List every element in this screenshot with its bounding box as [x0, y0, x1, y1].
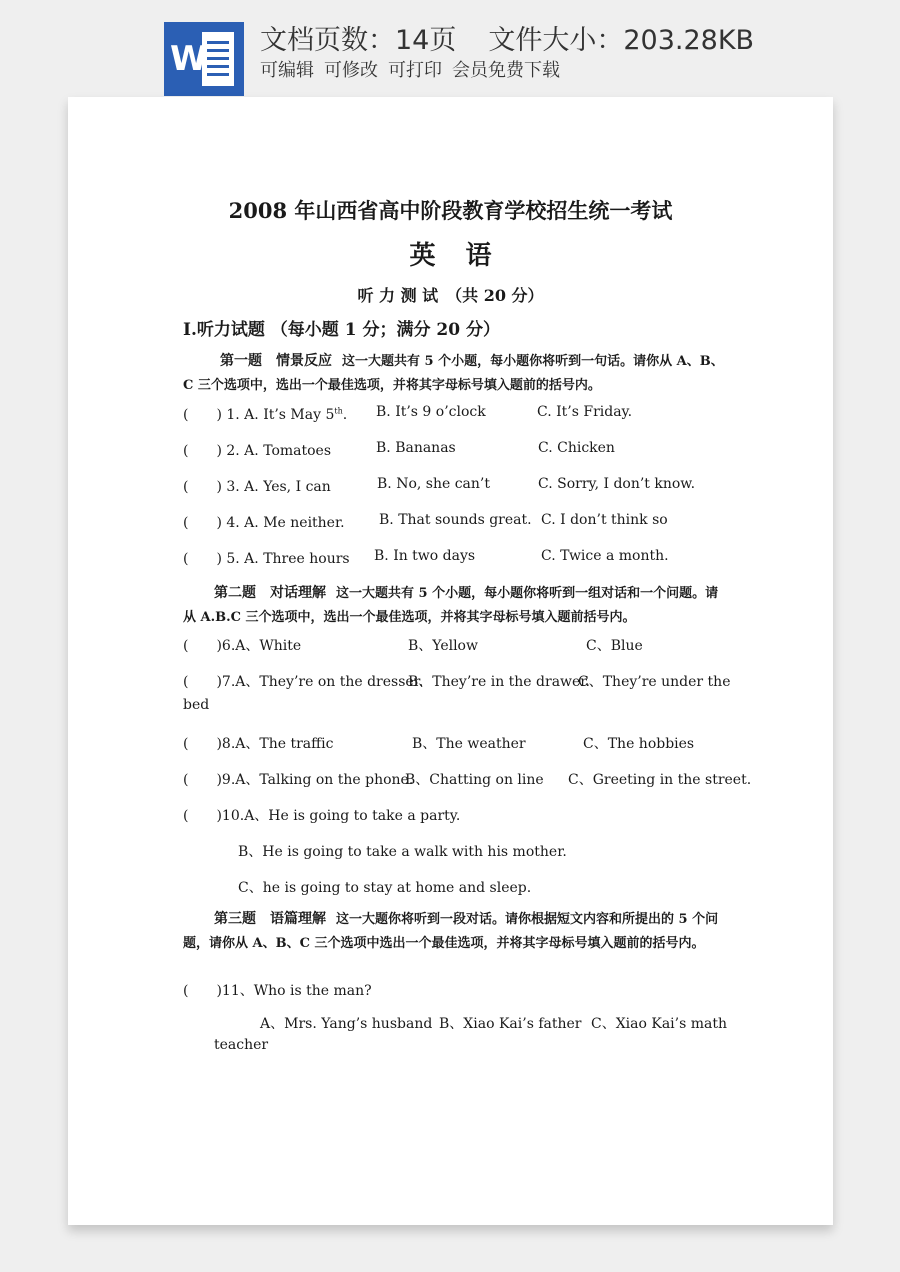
q7-option-c: C、They’re under the — [578, 674, 731, 690]
part2-instructions — [183, 581, 728, 630]
q6-option-c: C、Blue — [586, 638, 643, 654]
q8-option-a: ( )8.A、The traffic — [183, 736, 334, 752]
part1-title: 第一题 情景反应 — [220, 353, 332, 369]
q4-option-a: ( ) 4. A. Me neither. — [183, 515, 345, 531]
feature-printable: 可打印 — [388, 60, 442, 81]
q9-option-b: B、Chatting on line — [405, 772, 544, 788]
download-banner — [0, 0, 900, 100]
part2-title: 第二题 对话理解 — [214, 585, 326, 601]
q5-option-a: ( ) 5. A. Three hours — [183, 551, 350, 567]
q5-option-b: B. In two days — [374, 548, 476, 564]
question-row-8 — [183, 733, 743, 753]
exam-subject: 英语 — [409, 241, 522, 271]
question-row-4 — [183, 512, 743, 532]
word-icon-letter: W — [170, 39, 208, 79]
q10-option-a: ( )10.A、He is going to take a party. — [183, 808, 461, 824]
question-row-9 — [183, 769, 752, 789]
feature-editable: 可编辑 — [260, 60, 314, 81]
document-page — [68, 97, 833, 1225]
page-count: 文档页数：14页 — [260, 25, 457, 56]
q7-option-b: B、They’re in the drawer. — [408, 674, 590, 690]
q9-option-a: ( )9.A、Talking on the phone. — [183, 772, 414, 788]
q6-option-a: ( )6.A、White — [183, 638, 302, 654]
q3-option-c: C. Sorry, I don’t know. — [538, 476, 696, 492]
question-row-2 — [183, 440, 743, 460]
part2-desc: 这一大题共有 5 个小题，每小题你将听到一组对话和一个问题。请从 A.B.C 三个选项中，选出一个最佳选项，并将其字母标号填入题前括号内。 — [183, 586, 719, 625]
listening-heading: 听 力 测 试 （共 20 分） — [357, 286, 544, 305]
part1-instructions — [183, 349, 728, 398]
q1-option-a: ( ) 1. A. It’s May 5th. — [183, 406, 348, 423]
file-size: 文件大小：203.28KB — [488, 25, 755, 56]
q3-option-a: ( ) 3. A. Yes, I can — [183, 479, 331, 495]
q10-option-b: B、He is going to take a walk with his mother. — [238, 844, 567, 860]
word-document-icon — [164, 22, 244, 96]
q2-option-c: C. Chicken — [538, 440, 615, 456]
question-row-5 — [183, 548, 743, 568]
feature-list — [260, 56, 560, 82]
feature-member-download: 会员免费下载 — [452, 60, 560, 81]
feature-modifiable: 可修改 — [324, 60, 378, 81]
q11-option-a: A、Mrs. Yang’s husband — [260, 1016, 433, 1032]
q11-option-b: B、Xiao Kai’s father — [439, 1016, 582, 1032]
part3-desc: 这一大题你将听到一段对话。请你根据短文内容和所提出的 5 个问题，请你从 A、B、C 三个选项中选出一个最佳选项，并将其字母标号填入题前的括号内。 — [183, 912, 719, 951]
q10-option-c: C、he is going to stay at home and sleep. — [238, 880, 532, 896]
part3-instructions — [183, 907, 728, 956]
q7-option-a: ( )7.A、They’re on the dresser. — [183, 674, 424, 690]
q9-option-c: C、Greeting in the street. — [568, 772, 752, 788]
part3-title: 第三题 语篇理解 — [214, 911, 326, 927]
q4-option-c: C. I don’t think so — [541, 512, 668, 528]
file-meta — [260, 18, 754, 57]
q8-option-c: C、The hobbies — [583, 736, 695, 752]
q7-option-c-wrap: bed — [183, 697, 210, 713]
question-row-1 — [183, 404, 743, 424]
part1-desc: 这一大题共有 5 个小题，每小题你将听到一句话。请你从 A、B、C 三个选项中，选出一个最佳选项，并将其字母标号填入题前的括号内。 — [183, 354, 724, 393]
section-heading: I.听力试题 （每小题 1 分；满分 20 分） — [183, 320, 500, 340]
q6-option-b: B、Yellow — [408, 638, 478, 654]
q1-option-b: B. It’s 9 o’clock — [376, 404, 486, 420]
q4-option-b: B. That sounds great. — [379, 512, 532, 528]
q11-option-c-wrap: teacher — [214, 1037, 269, 1053]
question-row-11-options — [260, 1013, 740, 1033]
q11-stem: ( )11、Who is the man? — [183, 983, 372, 999]
question-row-6 — [183, 635, 743, 655]
q2-option-b: B. Bananas — [376, 440, 456, 456]
q8-option-b: B、The weather — [412, 736, 526, 752]
q3-option-b: B. No, she can’t — [377, 476, 490, 492]
q5-option-c: C. Twice a month. — [541, 548, 669, 564]
question-row-7 — [183, 671, 743, 691]
q1-option-c: C. It’s Friday. — [537, 404, 633, 420]
exam-title: 2008 年山西省高中阶段教育学校招生统一考试 — [228, 198, 673, 223]
question-row-3 — [183, 476, 743, 496]
q2-option-a: ( ) 2. A. Tomatoes — [183, 443, 332, 459]
q11-option-c: C、Xiao Kai’s math — [591, 1016, 728, 1032]
